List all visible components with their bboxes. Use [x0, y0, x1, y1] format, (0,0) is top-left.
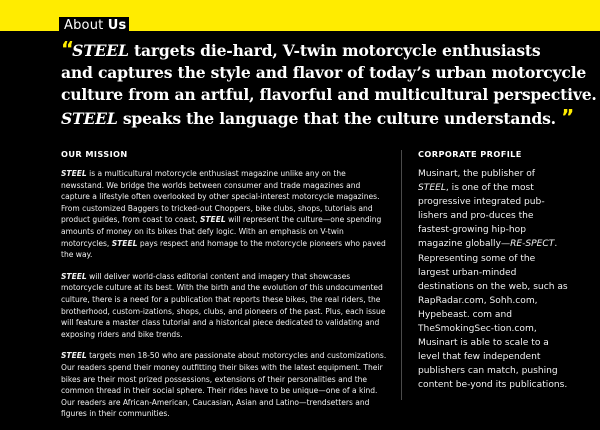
pull-quote-line-3: culture from an artful, flavorful and multicultural perspective.	[61, 85, 597, 104]
paragraph-text: will represent the culture—one spending amounts of money on its bikes that defy logic. With an emphasis on V-twin motorcycles,	[61, 215, 382, 248]
page-title-prefix: About	[64, 18, 108, 33]
paragraph-text: will deliver world-class editorial content and imagery that showcases motorcycle culture at its best. With the birth and the evolution of this undocumented culture, there is a need for a publication that reports these bikes, the real riders, the brotherhood, custom-izations, shops, clubs, and pioneers of the past. Plus, each issue will feature a master class tutorial and a historical piece dedicated to validating and exposing riders and bike trends.	[61, 271, 386, 339]
mission-title: OUR MISSION	[61, 149, 128, 159]
profile-paragraph	[418, 167, 568, 393]
brand-name: STEEL	[72, 41, 129, 60]
paragraph-text: targets men 18-50 who are passionate about motorcycles and customizations. Our readers spend their money outfitting their bikes with the latest equipment. Their bikes are their most prized possessions, extensions of their personalities and the common thread in their social sphere. Their rides have to be unique—one of a kind. Our readers are African-American, Caucasian, Asian and Latino—trendsetters and figures in their communities.	[61, 351, 387, 419]
brand-name: STEEL	[199, 215, 226, 225]
paragraph-text: is a multicultural motorcycle enthusiast magazine unlike any on the newsstand. We bridge the worlds between consumer and trade magazines and capture a lifestyle often overlooked by other special-interest motorcycle magazines. From customized Baggers to tricked-out Choppers, bike clubs, shops, tutorials and product guides, from coast to coast,	[61, 169, 380, 225]
pull-quote-line-2: and captures the style and flavor of today’s urban motorcycle	[61, 63, 587, 82]
corporate-profile-section	[418, 149, 568, 393]
page-title-bold: Us	[107, 18, 127, 33]
profile-title: CORPORATE PROFILE	[418, 149, 522, 159]
page-title	[59, 17, 129, 33]
close-quote-icon: ”	[561, 105, 573, 129]
brand-name: STEEL	[61, 271, 87, 281]
pull-quote-line-1	[61, 38, 600, 62]
paragraph-text: , is one of the most progressive integrated pub-lishers and pro-duces the fastest-growing hip-hop magazine globally—	[418, 183, 545, 250]
pull-quote	[61, 38, 600, 130]
open-quote-icon: “	[61, 37, 73, 61]
mission-paragraph-2	[61, 271, 389, 341]
brand-name: STEEL	[111, 238, 138, 248]
mission-paragraph-1	[61, 168, 389, 261]
pull-quote-text: speaks the language that the culture understands.	[117, 109, 556, 128]
brand-name: STEEL	[61, 169, 87, 178]
brand-name: STEEL	[61, 109, 118, 128]
magazine-name: RE-SPECT	[510, 239, 555, 250]
paragraph-text: Musinart, the publisher of	[418, 169, 535, 179]
mission-paragraph-3	[61, 350, 389, 420]
pull-quote-text: targets die-hard, V-twin motorcycle enthusiasts	[128, 41, 541, 60]
paragraph-text: pays respect and homage to the motorcycle pioneers who paved the way.	[61, 238, 386, 260]
paragraph-text: . Representing some of the largest urban-minded destinations on the web, such as RapRadar.com, Sohh.com, Hypebeast. com and TheSmokingSec-tion.com, Musinart is able to scale to a level that few independent publishers can match, pushing content be-yond its publications.	[418, 239, 568, 391]
column-divider	[401, 150, 402, 400]
brand-name: STEEL	[61, 351, 87, 361]
pull-quote-line-4	[61, 106, 600, 130]
brand-name: STEEL	[418, 183, 446, 194]
mission-section	[61, 149, 389, 430]
